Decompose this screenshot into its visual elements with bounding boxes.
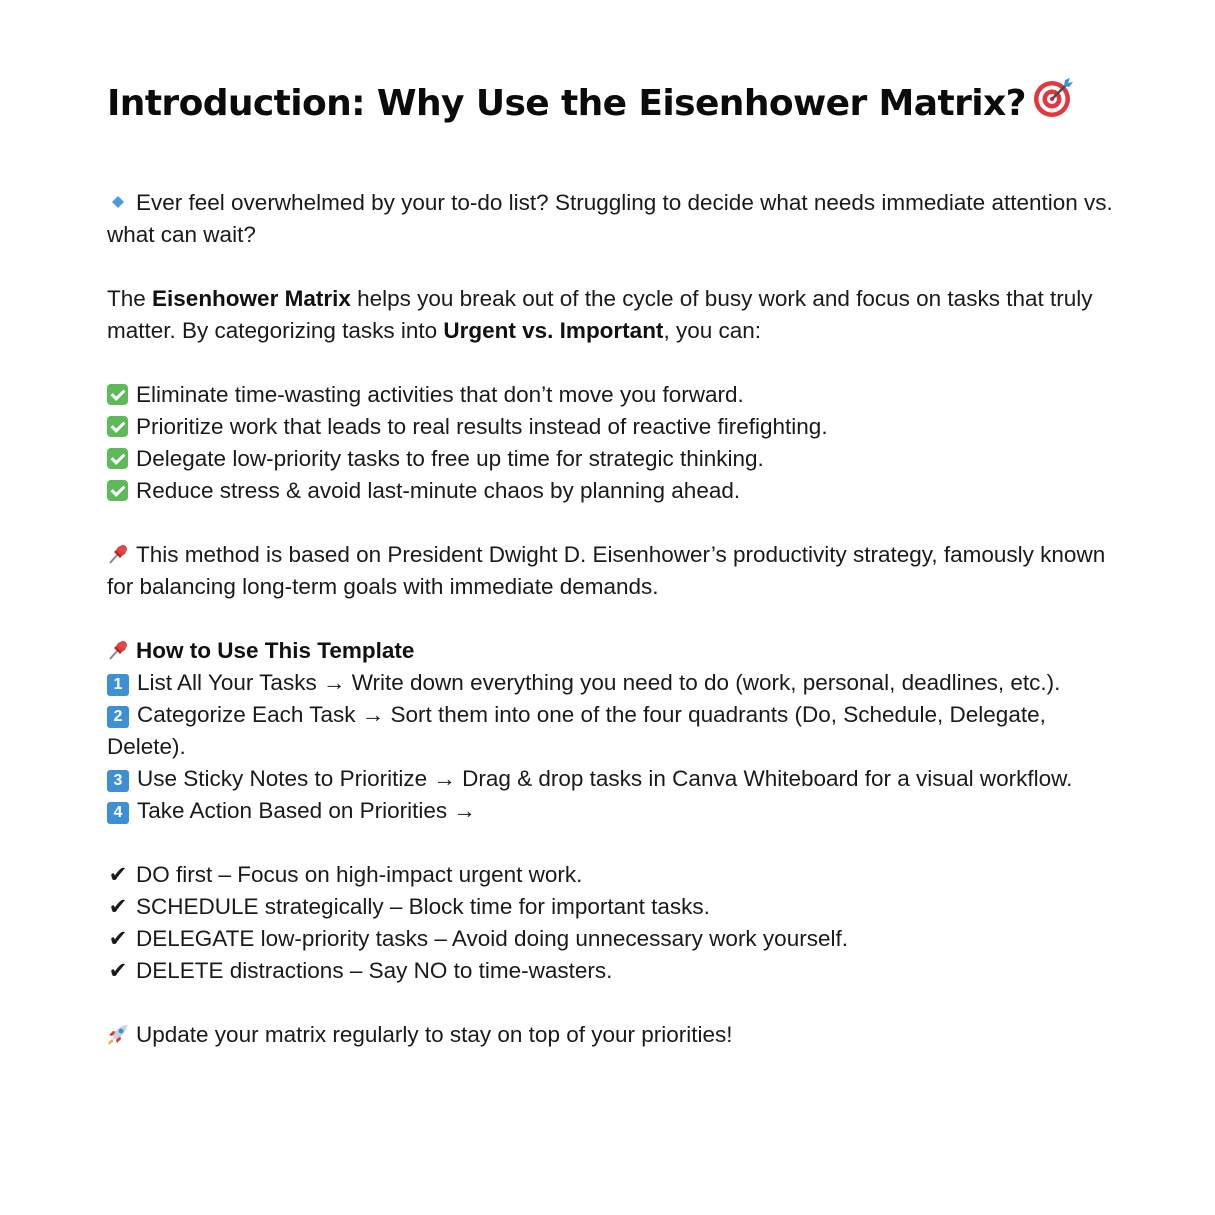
rocket-icon — [107, 1023, 129, 1045]
how-to-heading: How to Use This Template — [107, 635, 1127, 667]
heavy-check-icon: ✔ — [108, 926, 128, 951]
heavy-check-icon: ✔ — [108, 862, 128, 887]
check-mark-button-icon — [107, 384, 128, 405]
step-item: 1 List All Your Tasks → Write down everything you need to do (work, personal, deadlines, etc.). — [107, 667, 1127, 699]
list-item: ✔ DELEGATE low-priority tasks – Avoid doing unnecessary work yourself. — [107, 923, 1127, 955]
check-mark-button-icon — [107, 448, 128, 469]
closing-line: Update your matrix regularly to stay on top of your priorities! — [107, 1019, 1127, 1051]
urgent-important-term: Urgent vs. Important — [443, 318, 664, 343]
actions-list — [107, 859, 1127, 987]
list-item: ✔ DO first – Focus on high-impact urgent work. — [107, 859, 1127, 891]
list-item: Reduce stress & avoid last-minute chaos by planning ahead. — [107, 475, 1127, 507]
check-mark-button-icon — [107, 416, 128, 437]
list-item: ✔ DELETE distractions – Say NO to time-wasters. — [107, 955, 1127, 987]
matrix-paragraph: The Eisenhower Matrix helps you break out of the cycle of busy work and focus on tasks that truly matter. By categorizing tasks into Urgent vs. Important, you can: — [107, 286, 1093, 343]
pushpin-icon — [107, 639, 129, 661]
page-title: Introduction: Why Use the Eisenhower Matrix? — [107, 76, 1127, 132]
intro-paragraph: Ever feel overwhelmed by your to-do list? Struggling to decide what needs immediate attention vs. what can wait? — [107, 190, 1113, 247]
keycap-number-icon: 2 — [107, 706, 129, 728]
document-body — [107, 187, 1127, 1051]
document-page — [107, 76, 1127, 1051]
list-item: Prioritize work that leads to real results instead of reactive firefighting. — [107, 411, 1127, 443]
step-item: 3 Use Sticky Notes to Prioritize → Drag & drop tasks in Canva Whiteboard for a visual workflow. — [107, 763, 1127, 795]
direct-hit-icon — [1032, 77, 1074, 119]
heavy-check-icon: ✔ — [108, 958, 128, 983]
benefits-list — [107, 379, 1127, 507]
keycap-number-icon: 3 — [107, 770, 129, 792]
list-item: Delegate low-priority tasks to free up time for strategic thinking. — [107, 443, 1127, 475]
heavy-check-icon: ✔ — [108, 894, 128, 919]
list-item: ✔ SCHEDULE strategically – Block time for important tasks. — [107, 891, 1127, 923]
pushpin-icon — [107, 543, 129, 565]
how-to-section — [107, 635, 1127, 827]
keycap-number-icon: 4 — [107, 802, 129, 824]
check-mark-button-icon — [107, 480, 128, 501]
step-item: 4 Take Action Based on Priorities → — [107, 795, 1127, 827]
method-note: This method is based on President Dwight D. Eisenhower’s productivity strategy, famously known for balancing long-term goals with immediate demands. — [107, 542, 1106, 599]
keycap-number-icon: 1 — [107, 674, 129, 696]
list-item: Eliminate time-wasting activities that don’t move you forward. — [107, 379, 1127, 411]
blue-diamond-icon — [107, 191, 129, 213]
matrix-term: Eisenhower Matrix — [152, 286, 351, 311]
step-item: 2 Categorize Each Task → Sort them into one of the four quadrants (Do, Schedule, Delegate, Delete). — [107, 702, 1046, 759]
